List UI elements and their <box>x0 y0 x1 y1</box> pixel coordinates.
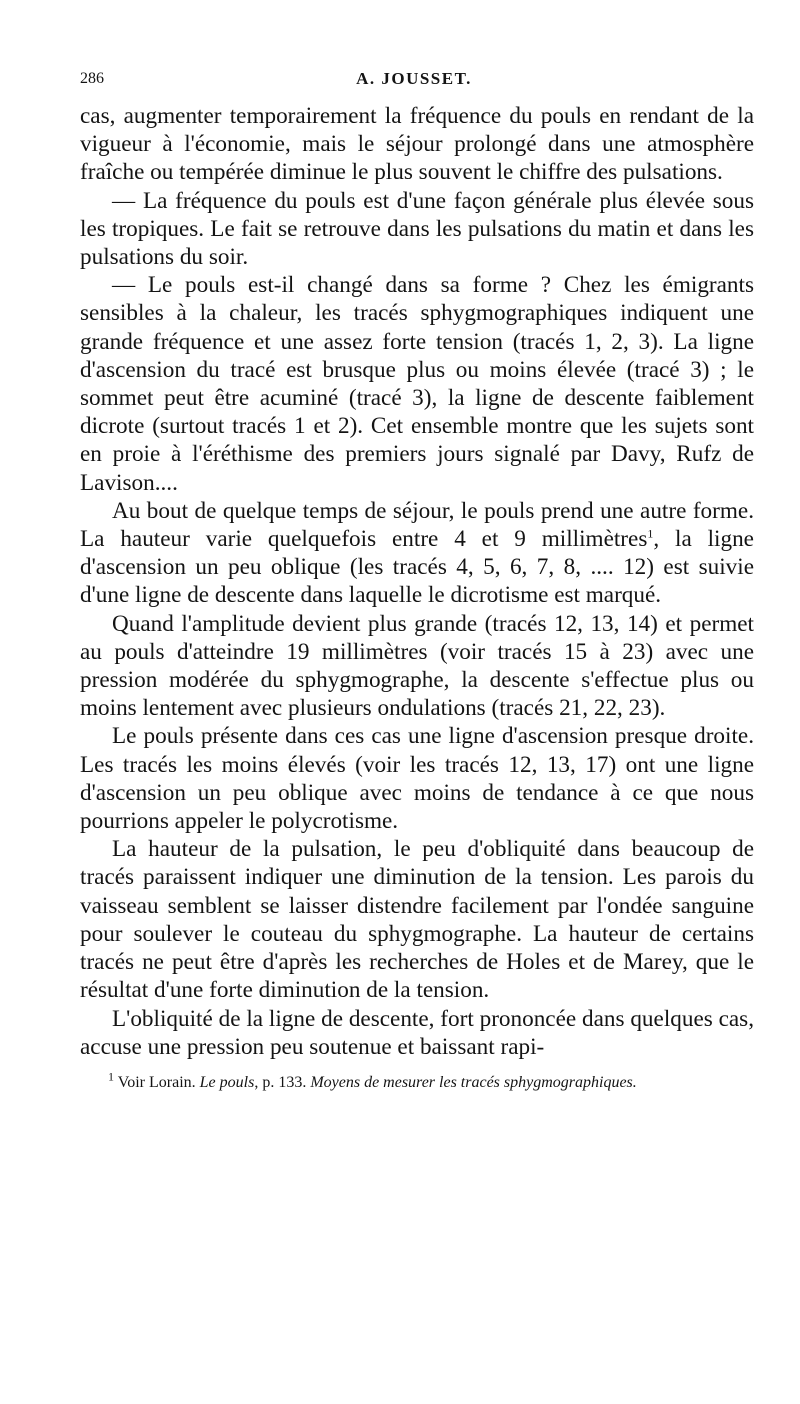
book-page <box>74 62 754 1382</box>
page-number: 286 <box>80 70 104 87</box>
footnote-title-1: Le pouls <box>199 1073 255 1091</box>
footnote-prefix: Voir Lorain. <box>117 1073 200 1091</box>
body-text <box>80 102 754 1061</box>
running-head <box>74 62 754 102</box>
paragraph: — Le pouls est-il changé dans sa forme ? Chez les émigrants sensibles à la chaleur, les tracés sphygmographiques indiquent une grande fréquence et une assez forte tension (tracés 1, 2, 3). La ligne d'ascension du tracé est brusque plus ou moins élevée (tracé 3) ; le sommet peut être acuminé (tracé 3), la ligne de descente faiblement dicrote (surtout tracés 1 et 2). Cet ensemble montre que les sujets sont en proie à l'éréthisme des premiers jours signalé par Davy, Rufz de Lavison.... <box>80 272 754 496</box>
paragraph-text: , la ligne d'ascension un peu oblique (les tracés 4, 5, 6, 7, 8, .... 12) est suivie d'une ligne de descente dans laquelle le dicrotisme est marqué. <box>80 526 754 609</box>
footnote-middle: , p. 133. <box>254 1073 311 1091</box>
footnote-title-2: Moyens de mesurer les tracés sphygmographiques. <box>310 1073 637 1091</box>
paragraph <box>80 497 754 610</box>
paragraph-text: Au bout de quelque temps de séjour, le pouls prend une autre forme. La hauteur varie quelquefois entre 4 et 9 millimètres <box>80 497 754 553</box>
paragraph: La hauteur de la pulsation, le peu d'obliquité dans beaucoup de tracés paraissent indiquer une diminution de la tension. Les parois du vaisseau semblent se laisser distendre facilement par l'ondée sanguine pour soulever le couteau du sphygmographe. La hauteur de certains tracés ne peut être d'après les recherches de Holes et de Marey, que le résultat d'une forte diminution de la tension. <box>80 836 754 1004</box>
paragraph: Le pouls présente dans ces cas une ligne d'ascension presque droite. Les tracés les moins élevés (voir les tracés 12, 13, 17) ont une ligne d'ascension un peu oblique avec moins de tendance à ce que nous pourrions appeler le polycrotisme. <box>80 723 754 835</box>
paragraph: — La fréquence du pouls est d'une façon générale plus élevée sous les tropiques. Le fait se retrouve dans les pulsations du matin et dans les pulsations du soir. <box>80 187 754 271</box>
running-title: A. JOUSSET. <box>356 69 472 88</box>
paragraph: Quand l'amplitude devient plus grande (tracés 12, 13, 14) et permet au pouls d'atteindre 19 millimètres (voir tracés 15 à 23) avec une pression modérée du sphygmographe, la descente s'effectue plus ou moins lentement avec plusieurs ondulations (tracés 21, 22, 23). <box>80 610 754 722</box>
footnote-reference[interactable]: 1 <box>647 526 654 541</box>
footnote <box>80 1071 754 1094</box>
footnote-marker: 1 <box>108 1069 114 1084</box>
paragraph: L'obliquité de la ligne de descente, fort prononcée dans quelques cas, accuse une pression peu soutenue et baissant rapi- <box>80 1005 754 1060</box>
paragraph: cas, augmenter temporairement la fréquence du pouls en rendant de la vigueur à l'économie, mais le séjour prolongé dans une atmosphère fraîche ou tempérée diminue le plus souvent le chiffre des pulsations. <box>80 103 754 186</box>
